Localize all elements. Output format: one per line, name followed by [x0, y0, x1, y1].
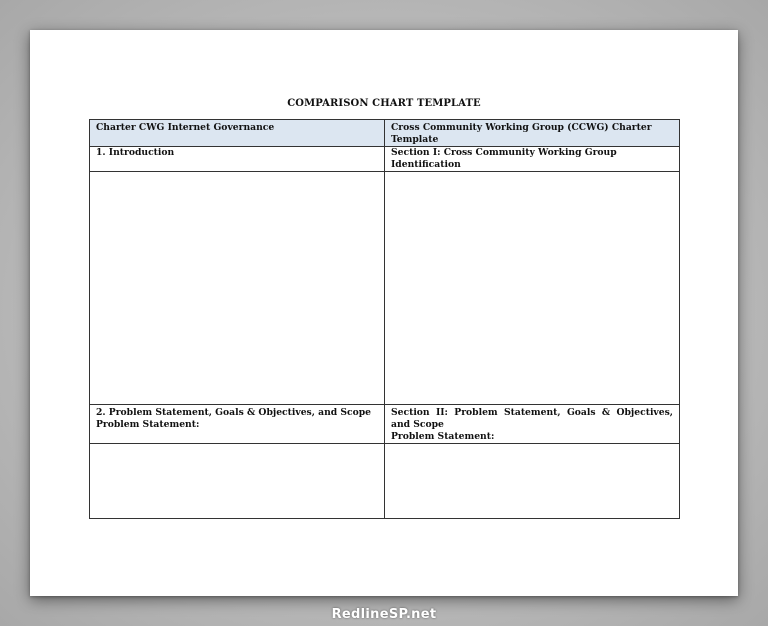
table-row: [90, 172, 680, 405]
section2-heading-right-line1: Section II: Problem Statement, Goals & Objectives, and Scope: [391, 407, 673, 430]
comparison-table: [89, 119, 680, 519]
section2-heading-right: [385, 405, 680, 444]
section1-content-right: [385, 172, 680, 405]
table-row: [90, 444, 680, 519]
section2-heading-left-line2: Problem Statement:: [96, 419, 200, 430]
section2-heading-right-line2: Problem Statement:: [391, 431, 495, 442]
section2-heading-left-line1: 2. Problem Statement, Goals & Objectives, and Scope: [96, 407, 371, 418]
section1-heading-right: Section I: Cross Community Working Group Identification: [385, 147, 680, 172]
section2-heading-left: [90, 405, 385, 444]
section1-content-left: [90, 172, 385, 405]
header-cell-right: Cross Community Working Group (CCWG) Charter Template: [385, 120, 680, 147]
section2-content-right: [385, 444, 680, 519]
header-cell-left: Charter CWG Internet Governance: [90, 120, 385, 147]
table-header-row: [90, 120, 680, 147]
section1-heading-left: 1. Introduction: [90, 147, 385, 172]
watermark: RedlineSP.net: [331, 607, 437, 622]
table-row: [90, 147, 680, 172]
document-page: [30, 30, 738, 596]
section2-content-left: [90, 444, 385, 519]
document-title: COMPARISON CHART TEMPLATE: [287, 98, 481, 109]
table-row: [90, 405, 680, 444]
